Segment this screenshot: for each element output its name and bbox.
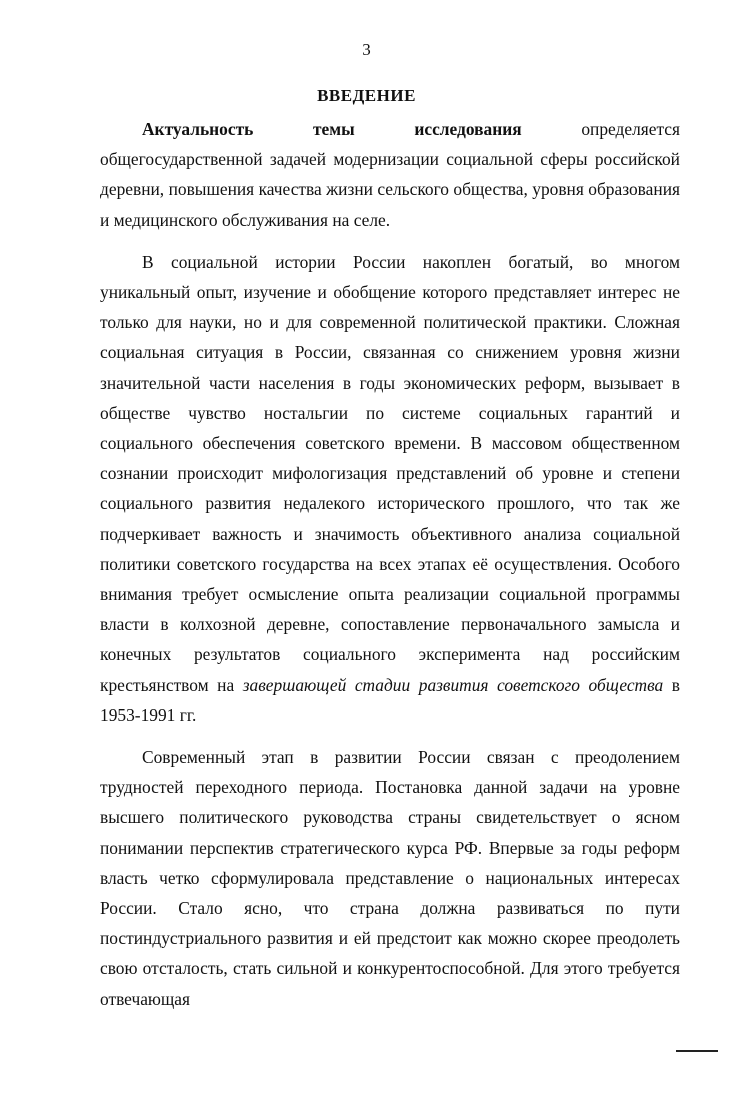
social-history-italic: завершающей стадии развития советского общества — [242, 674, 664, 695]
page-number: 3 — [362, 40, 371, 59]
paragraph-modern-stage — [100, 742, 680, 1014]
social-history-tail: в 1953-1991 гг. — [100, 674, 680, 725]
footer-divider — [676, 1050, 718, 1052]
relevance-lead: Актуальность темы исследования — [142, 119, 522, 139]
paragraph-social-history — [100, 247, 680, 730]
paragraph-relevance — [100, 114, 680, 235]
social-history-text: В социальной истории России накоплен богатый, во многом уникальный опыт, изучение и обобщение которого представляет интерес не только для науки, но и для современной политической практики. Сложная социальная ситуация в России, связанная со снижением уровня жизни значительной части населения в годы экономических реформ, вызывает в обществе чувство ностальгии по системе социальных гарантий и социального обеспечения советского времени. В массовом общественном сознании происходит мифологизация представлений об уровне и степени социального развития недалекого исторического прошлого, что так же подчеркивает важность и значимость объективного анализа социальной политики советского государства на всех этапах её осуществления. Особого внимания требует осмысление опыта реализации социальной программы власти в колхозной деревне, сопоставление первоначального замысла и конечных результатов социального эксперимента над российским крестьянством на — [100, 251, 680, 695]
body-text — [100, 114, 680, 1014]
modern-stage-text: Современный этап в развитии России связан с преодолением трудностей переходного периода. Постановка данной задачи на уровне высшего политического руководства страны свидетельствует о ясном понимании перспектив стратегического курса РФ. Впервые за годы реформ власть четко сформулировала представление о национальных интересах России. Стало ясно, что страна должна развиваться по пути постиндустриального развития и ей предстоит как можно скорее преодолеть свою отсталость, стать сильной и конкурентоспособной. Для этого требуется отвечающая — [100, 747, 680, 1009]
relevance-text: определяется общегосударственной задачей модернизации социальной сферы российской деревни, повышения качества жизни сельского общества, уровня образования и медицинского обслуживания на селе. — [100, 119, 681, 230]
page-title: ВВЕДЕНИЕ — [317, 86, 416, 105]
